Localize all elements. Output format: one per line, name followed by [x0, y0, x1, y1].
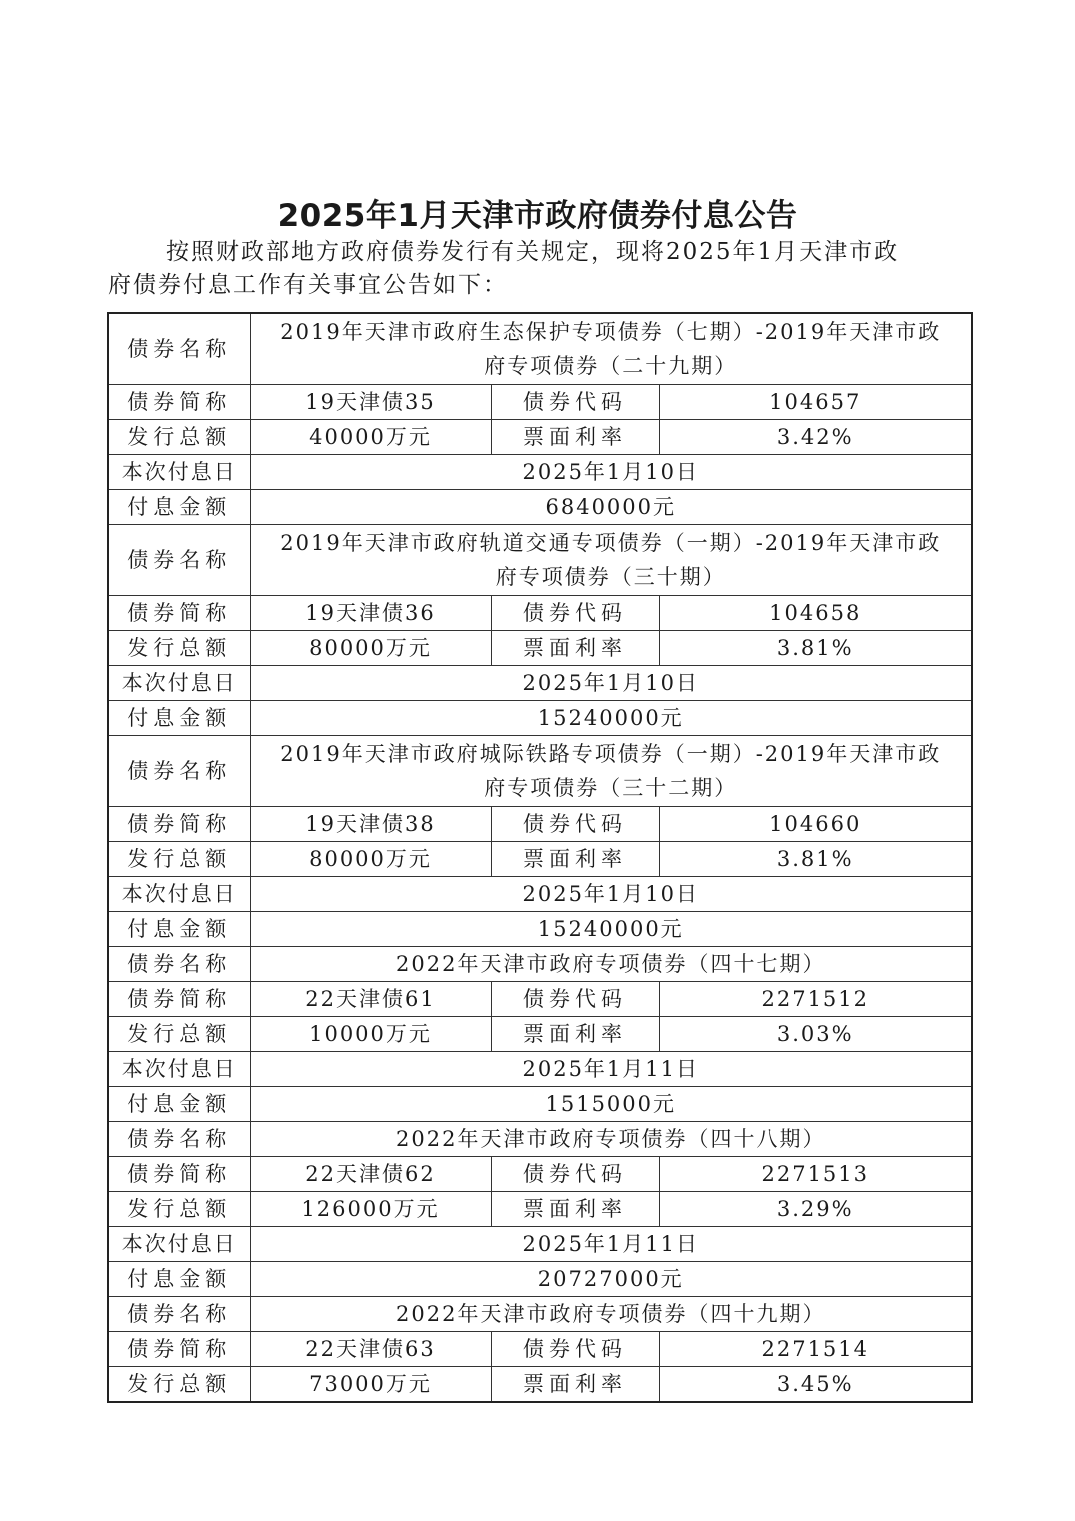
table-row: [108, 1297, 972, 1332]
table-row: [108, 842, 972, 877]
bond-name-label: 债券名称: [108, 736, 250, 807]
table-row: [108, 1052, 972, 1087]
table-row: [108, 666, 972, 701]
issue-amount-value: 73000万元: [250, 1367, 491, 1403]
table-row: [108, 1262, 972, 1297]
code-value: 104657: [659, 385, 972, 420]
coupon-rate-value: 3.45%: [659, 1367, 972, 1403]
coupon-rate-label: 票面利率: [491, 1192, 659, 1227]
table-row: [108, 912, 972, 947]
table-row: [108, 1087, 972, 1122]
interest-amount-value: 15240000元: [250, 701, 972, 736]
interest-amount-value: 20727000元: [250, 1262, 972, 1297]
table-row: [108, 596, 972, 631]
table-row: [108, 313, 972, 385]
issue-amount-label: 发行总额: [108, 420, 250, 455]
bond-name-value: [250, 313, 972, 385]
coupon-rate-label: 票面利率: [491, 631, 659, 666]
table-row: [108, 1157, 972, 1192]
bond-name-line-2: 府专项债券（三十期）: [495, 565, 726, 589]
issue-amount-value: 80000万元: [250, 631, 491, 666]
short-name-label: 债券简称: [108, 807, 250, 842]
bond-name-value: [250, 736, 972, 807]
issue-amount-label: 发行总额: [108, 842, 250, 877]
table-row: [108, 701, 972, 736]
short-name-value: 19天津债35: [250, 385, 491, 420]
short-name-label: 债券简称: [108, 1332, 250, 1367]
pay-date-value: 2025年1月11日: [250, 1227, 972, 1262]
bond-name-value: 2022年天津市政府专项债券（四十七期）: [250, 947, 972, 982]
table-row: [108, 1332, 972, 1367]
bond-name-label: 债券名称: [108, 313, 250, 385]
interest-amount-label: 付息金额: [108, 1262, 250, 1297]
issue-amount-value: 10000万元: [250, 1017, 491, 1052]
table-row: [108, 385, 972, 420]
table-row: [108, 1122, 972, 1157]
coupon-rate-value: 3.42%: [659, 420, 972, 455]
table-row: [108, 807, 972, 842]
bond-name-label: 债券名称: [108, 1122, 250, 1157]
pay-date-label: 本次付息日: [108, 1052, 250, 1087]
table-row: [108, 1017, 972, 1052]
intro-line-1: 按照财政部地方政府债券发行有关规定，现将2025年1月天津市政: [166, 239, 900, 265]
short-name-value: 19天津债38: [250, 807, 491, 842]
pay-date-label: 本次付息日: [108, 455, 250, 490]
issue-amount-value: 40000万元: [250, 420, 491, 455]
interest-amount-value: 1515000元: [250, 1087, 972, 1122]
bond-name-value: 2022年天津市政府专项债券（四十九期）: [250, 1297, 972, 1332]
bond-name-line-1: 2019年天津市政府生态保护专项债券（七期）-2019年天津市政: [280, 320, 942, 344]
coupon-rate-label: 票面利率: [491, 1367, 659, 1403]
table-row: [108, 947, 972, 982]
code-value: 2271514: [659, 1332, 972, 1367]
issue-amount-label: 发行总额: [108, 1017, 250, 1052]
pay-date-label: 本次付息日: [108, 877, 250, 912]
pay-date-value: 2025年1月10日: [250, 877, 972, 912]
code-value: 2271512: [659, 982, 972, 1017]
pay-date-value: 2025年1月10日: [250, 666, 972, 701]
bond-name-line-1: 2019年天津市政府轨道交通专项债券（一期）-2019年天津市政: [280, 531, 942, 555]
interest-amount-value: 15240000元: [250, 912, 972, 947]
table-row: [108, 1227, 972, 1262]
short-name-label: 债券简称: [108, 385, 250, 420]
coupon-rate-label: 票面利率: [491, 420, 659, 455]
pay-date-value: 2025年1月10日: [250, 455, 972, 490]
issue-amount-label: 发行总额: [108, 1192, 250, 1227]
short-name-label: 债券简称: [108, 982, 250, 1017]
bond-name-value: [250, 525, 972, 596]
code-label: 债券代码: [491, 982, 659, 1017]
table-row: [108, 631, 972, 666]
table-row: [108, 1367, 972, 1403]
code-label: 债券代码: [491, 807, 659, 842]
issue-amount-label: 发行总额: [108, 1367, 250, 1403]
short-name-value: 22天津债63: [250, 1332, 491, 1367]
short-name-label: 债券简称: [108, 1157, 250, 1192]
issue-amount-label: 发行总额: [108, 631, 250, 666]
short-name-label: 债券简称: [108, 596, 250, 631]
interest-amount-label: 付息金额: [108, 912, 250, 947]
bond-table: [107, 312, 973, 1403]
bond-name-value: 2022年天津市政府专项债券（四十八期）: [250, 1122, 972, 1157]
coupon-rate-value: 3.29%: [659, 1192, 972, 1227]
bond-name-label: 债券名称: [108, 525, 250, 596]
coupon-rate-label: 票面利率: [491, 842, 659, 877]
interest-amount-label: 付息金额: [108, 701, 250, 736]
coupon-rate-value: 3.81%: [659, 842, 972, 877]
issue-amount-value: 80000万元: [250, 842, 491, 877]
table-row: [108, 420, 972, 455]
bond-name-label: 债券名称: [108, 1297, 250, 1332]
pay-date-label: 本次付息日: [108, 1227, 250, 1262]
interest-amount-value: 6840000元: [250, 490, 972, 525]
interest-amount-label: 付息金额: [108, 1087, 250, 1122]
code-label: 债券代码: [491, 596, 659, 631]
page-title: 2025年1月天津市政府债券付息公告: [277, 198, 798, 234]
table-row: [108, 1192, 972, 1227]
code-label: 债券代码: [491, 1332, 659, 1367]
short-name-value: 19天津债36: [250, 596, 491, 631]
table-row: [108, 982, 972, 1017]
coupon-rate-label: 票面利率: [491, 1017, 659, 1052]
table-row: [108, 490, 972, 525]
table-row: [108, 736, 972, 807]
code-label: 债券代码: [491, 385, 659, 420]
short-name-value: 22天津债61: [250, 982, 491, 1017]
pay-date-label: 本次付息日: [108, 666, 250, 701]
issue-amount-value: 126000万元: [250, 1192, 491, 1227]
code-label: 债券代码: [491, 1157, 659, 1192]
code-value: 104660: [659, 807, 972, 842]
intro-line-2: 府债券付息工作有关事宜公告如下：: [108, 272, 508, 298]
table-row: [108, 525, 972, 596]
bond-name-line-2: 府专项债券（二十九期）: [484, 354, 738, 378]
pay-date-value: 2025年1月11日: [250, 1052, 972, 1087]
coupon-rate-value: 3.03%: [659, 1017, 972, 1052]
code-value: 104658: [659, 596, 972, 631]
bond-name-line-2: 府专项债券（三十二期）: [484, 776, 738, 800]
bond-name-line-1: 2019年天津市政府城际铁路专项债券（一期）-2019年天津市政: [280, 742, 942, 766]
code-value: 2271513: [659, 1157, 972, 1192]
interest-amount-label: 付息金额: [108, 490, 250, 525]
bond-name-label: 债券名称: [108, 947, 250, 982]
table-row: [108, 877, 972, 912]
table-row: [108, 455, 972, 490]
coupon-rate-value: 3.81%: [659, 631, 972, 666]
intro-paragraph: [108, 236, 978, 302]
short-name-value: 22天津债62: [250, 1157, 491, 1192]
